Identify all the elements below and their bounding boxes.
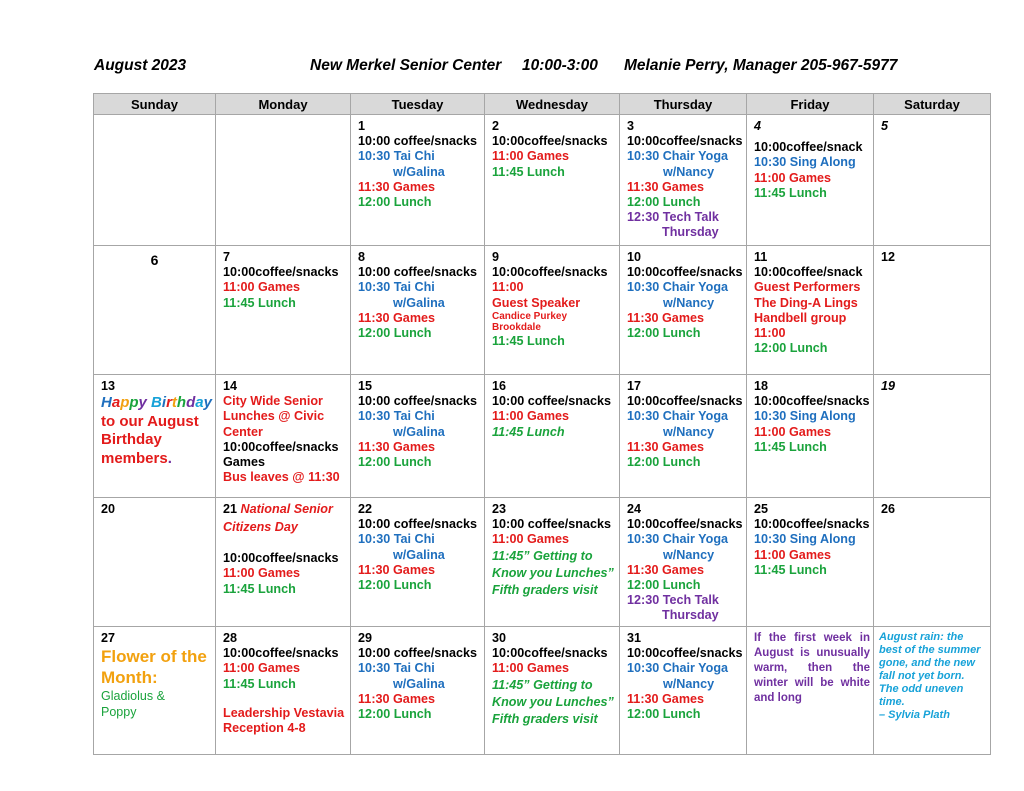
day-cell-7 xyxy=(216,246,351,375)
day-cell-26 xyxy=(874,498,991,627)
event: w/Nancy xyxy=(663,547,715,562)
day-number: 22 xyxy=(358,502,373,516)
event: 10:00 coffee/snacks xyxy=(358,517,478,532)
weekday-friday: Friday xyxy=(747,94,874,115)
day-number: 4 xyxy=(754,119,762,133)
event: 10:30 Sing Along xyxy=(754,532,856,547)
day-cell-1 xyxy=(351,115,485,246)
event: w/Galina xyxy=(393,295,445,310)
event: 10:30 Sing Along xyxy=(754,155,856,170)
event: 12:00 Lunch xyxy=(358,195,432,210)
event: 11:00 xyxy=(754,326,786,341)
event: w/Galina xyxy=(393,164,445,179)
day-number: 13 xyxy=(101,379,116,393)
poem-author: – Sylvia Plath xyxy=(879,709,950,721)
day-cell-29 xyxy=(351,627,485,755)
birthday-letter: y xyxy=(203,394,212,412)
event: w/Galina xyxy=(393,547,445,562)
event: 11:45 Lunch xyxy=(754,439,827,454)
weekday-tuesday: Tuesday xyxy=(351,94,485,115)
event: Bus leaves @ 11:30 xyxy=(223,470,340,485)
event: w/Nancy xyxy=(663,295,715,310)
birthday-letter: p xyxy=(129,394,139,412)
event: 10:30 Chair Yoga xyxy=(627,409,729,424)
birthday-letter: r xyxy=(166,394,172,412)
birthday-line: to our August xyxy=(101,412,199,430)
day-number: 20 xyxy=(101,502,116,516)
event: 10:00 coffee/snacks xyxy=(492,394,612,409)
weekday-sunday: Sunday xyxy=(94,94,216,115)
august-folklore: If the first week in August is unusually warm, then the winter will be white and long xyxy=(754,632,870,704)
day-cell-18 xyxy=(747,375,874,498)
event: 10:00coffee/snacks xyxy=(627,517,743,532)
event: 11:30 Games xyxy=(627,562,705,577)
week-row-4 xyxy=(94,498,991,627)
day-cell-4 xyxy=(747,115,874,246)
event: 12:00 Lunch xyxy=(754,341,828,356)
event: w/Nancy xyxy=(663,164,715,179)
event: 10:00coffee/snacks xyxy=(492,646,608,661)
birthday-letter: B xyxy=(151,394,162,412)
month-title: August 2023 xyxy=(94,57,187,74)
birthday-letter: i xyxy=(161,394,167,412)
event: 11:00 Games xyxy=(754,170,832,185)
day-number: 7 xyxy=(223,250,231,264)
flower-name: Gladiolus & xyxy=(101,689,165,704)
day-number: 28 xyxy=(223,631,238,645)
day-cell-15 xyxy=(351,375,485,498)
birthday-letter: d xyxy=(186,394,196,412)
day-number: 5 xyxy=(881,119,889,133)
event: w/Galina xyxy=(393,424,445,439)
day-cell-6 xyxy=(94,246,216,375)
event: 10:00coffee/snacks xyxy=(492,134,608,149)
day-cell-23 xyxy=(485,498,620,627)
event: 10:00 coffee/snacks xyxy=(492,517,612,532)
event: 11:30 Games xyxy=(627,310,705,325)
event: 11:00 Games xyxy=(223,661,301,676)
flower-name: Poppy xyxy=(101,705,137,720)
day-number: 27 xyxy=(101,631,116,645)
event: 12:30 Tech Talk xyxy=(627,593,719,608)
event: 11:45” Getting to xyxy=(492,677,593,692)
day-cell-14 xyxy=(216,375,351,498)
event: 11:30 Games xyxy=(358,179,436,194)
event: 11:45 Lunch xyxy=(223,581,296,596)
event: 11:00 Games xyxy=(492,532,570,547)
event: Games xyxy=(223,455,266,470)
event: 12:30 Tech Talk xyxy=(627,210,719,225)
event: 10:00 coffee/snacks xyxy=(358,394,478,409)
event: Know you Lunches” xyxy=(492,565,614,580)
event-line xyxy=(223,502,350,517)
event: 10:30 Chair Yoga xyxy=(627,532,729,547)
event: 10:00 coffee/snacks xyxy=(358,134,478,149)
event: 10:00coffee/snack xyxy=(754,140,863,155)
birthday-letter: a xyxy=(195,394,204,412)
day-number: 12 xyxy=(881,250,896,264)
day-number: 17 xyxy=(627,379,642,393)
birthday-letter: y xyxy=(138,394,147,412)
event: 11:30 Games xyxy=(358,439,436,454)
day-cell-25 xyxy=(747,498,874,627)
birthday-letter: a xyxy=(111,394,121,412)
event: 10:00coffee/snacks xyxy=(223,439,339,454)
flower-title: Flower of the xyxy=(101,647,207,667)
event: Brookdale xyxy=(492,322,541,334)
birthday-dot: . xyxy=(167,449,172,467)
day-cell-9 xyxy=(485,246,620,375)
day-number: 29 xyxy=(358,631,373,645)
event: 11:45 Lunch xyxy=(492,164,565,179)
day-number: 11 xyxy=(754,250,768,264)
birthday-line xyxy=(101,450,215,469)
day-number: 2 xyxy=(492,119,500,133)
day-cell-empty xyxy=(94,115,216,246)
event: 11:00 xyxy=(492,280,524,295)
event: w/Nancy xyxy=(663,676,715,691)
event: Lunches @ Civic xyxy=(223,409,325,424)
event: 10:00coffee/snack xyxy=(754,265,863,280)
event: 10:00 coffee/snacks xyxy=(358,646,478,661)
poem-line: time. xyxy=(879,696,905,708)
event: 10:30 Tai Chi xyxy=(358,409,435,424)
day-cell-19 xyxy=(874,375,991,498)
week-row-5 xyxy=(94,627,991,755)
weekday-saturday: Saturday xyxy=(874,94,991,115)
event: Guest Speaker xyxy=(492,295,581,310)
event: 10:00coffee/snacks xyxy=(223,265,339,280)
day-number: 31 xyxy=(627,631,642,645)
day-cell-28 xyxy=(216,627,351,755)
event: 11:30 Games xyxy=(358,691,436,706)
event: 11:30 Games xyxy=(358,310,436,325)
day-cell-8 xyxy=(351,246,485,375)
day-cell-21 xyxy=(216,498,351,627)
event: 11:45 Lunch xyxy=(492,333,565,348)
event: 11:00 Games xyxy=(223,566,301,581)
birthday-letter: t xyxy=(171,394,177,412)
day-cell-24 xyxy=(620,498,747,627)
day-number: 21 xyxy=(223,502,238,516)
event: Thursday xyxy=(662,608,719,623)
event: 12:00 Lunch xyxy=(358,707,432,722)
calendar-header xyxy=(0,57,1024,79)
day-number: 8 xyxy=(358,250,366,264)
manager-contact: Melanie Perry, Manager 205-967-5977 xyxy=(624,57,898,74)
day-number: 1 xyxy=(358,119,366,133)
day-cell-11 xyxy=(747,246,874,375)
event: 11:45” Getting to xyxy=(492,548,593,563)
day-cell-13 xyxy=(94,375,216,498)
poem-line: fall not yet born. xyxy=(879,670,965,682)
week-row-2 xyxy=(94,246,991,375)
event: 11:30 Games xyxy=(627,691,705,706)
event: 10:30 Chair Yoga xyxy=(627,280,729,295)
day-cell-2 xyxy=(485,115,620,246)
event: City Wide Senior xyxy=(223,394,323,409)
event: 10:00coffee/snacks xyxy=(627,394,743,409)
event: Guest Performers xyxy=(754,280,861,295)
day-cell-3 xyxy=(620,115,747,246)
event: 12:00 Lunch xyxy=(358,326,432,341)
event: w/Nancy xyxy=(663,424,715,439)
calendar-grid xyxy=(93,93,991,755)
event: 10:00coffee/snacks xyxy=(627,646,743,661)
flower-title: Month: xyxy=(101,668,158,688)
event: 11:00 Games xyxy=(492,409,570,424)
poem-line: best of the summer xyxy=(879,644,981,656)
day-number: 26 xyxy=(881,502,896,516)
event: 11:45 Lunch xyxy=(754,562,827,577)
event: 10:30 Tai Chi xyxy=(358,532,435,547)
poem-cell xyxy=(874,627,991,755)
day-cell-17 xyxy=(620,375,747,498)
event: 11:00 Games xyxy=(754,547,832,562)
event: 12:00 Lunch xyxy=(627,455,701,470)
event: 10:00coffee/snacks xyxy=(223,646,339,661)
weekday-monday: Monday xyxy=(216,94,351,115)
day-number: 25 xyxy=(754,502,769,516)
day-cell-31 xyxy=(620,627,747,755)
event: w/Galina xyxy=(393,676,445,691)
weekday-header-row xyxy=(94,94,991,115)
center-name: New Merkel Senior Center xyxy=(310,57,502,74)
event: 10:30 Tai Chi xyxy=(358,149,435,164)
event: 10:30 Sing Along xyxy=(754,409,856,424)
event: Fifth graders visit xyxy=(492,582,598,597)
weekday-wednesday: Wednesday xyxy=(485,94,620,115)
day-number: 19 xyxy=(881,379,896,393)
event: 10:00coffee/snacks xyxy=(754,517,870,532)
day-cell-16 xyxy=(485,375,620,498)
day-cell-empty xyxy=(216,115,351,246)
event: 11:45 Lunch xyxy=(492,424,565,439)
week-row-1 xyxy=(94,115,991,246)
event: 11:00 Games xyxy=(492,661,570,676)
day-number: 24 xyxy=(627,502,642,516)
week-row-3 xyxy=(94,375,991,498)
event: 12:00 Lunch xyxy=(627,707,701,722)
birthday-members: members xyxy=(101,449,168,467)
event: The Ding-A Lings xyxy=(754,295,858,310)
event: Candice Purkey xyxy=(492,310,568,322)
poem-line: August rain: the xyxy=(879,631,964,643)
event: 12:00 Lunch xyxy=(627,326,701,341)
day-number: 16 xyxy=(492,379,507,393)
day-cell-5 xyxy=(874,115,991,246)
day-number: 9 xyxy=(492,250,500,264)
day-number: 23 xyxy=(492,502,507,516)
weekday-thursday: Thursday xyxy=(620,94,747,115)
event: 12:00 Lunch xyxy=(627,578,701,593)
event: Fifth graders visit xyxy=(492,711,598,726)
event: Know you Lunches” xyxy=(492,694,614,709)
day-number: 3 xyxy=(627,119,635,133)
event: Citizens Day xyxy=(223,520,298,535)
birthday-greeting xyxy=(101,394,215,413)
event: 11:00 Games xyxy=(223,280,301,295)
day-cell-10 xyxy=(620,246,747,375)
birthday-letter: h xyxy=(176,394,187,412)
event: National Senior xyxy=(240,502,333,516)
day-cell-12 xyxy=(874,246,991,375)
event: 10:00 coffee/snacks xyxy=(358,265,478,280)
day-cell-22 xyxy=(351,498,485,627)
day-number: 15 xyxy=(358,379,373,393)
event: 10:30 Chair Yoga xyxy=(627,661,729,676)
event: 11:00 Games xyxy=(754,424,832,439)
birthday-letter: H xyxy=(101,394,112,412)
poem-line: gone, and the new xyxy=(879,657,975,669)
event: 10:30 Tai Chi xyxy=(358,280,435,295)
event: 11:45 Lunch xyxy=(223,676,296,691)
day-number: 18 xyxy=(754,379,769,393)
event: 11:45 Lunch xyxy=(754,185,827,200)
birthday-line: Birthday xyxy=(101,431,162,449)
event: Reception 4-8 xyxy=(223,721,306,736)
poem-line: The odd uneven xyxy=(879,683,964,695)
event: 10:00coffee/snacks xyxy=(223,551,339,566)
event: Center xyxy=(223,424,263,439)
day-number: 10 xyxy=(627,250,642,264)
center-hours: 10:00-3:00 xyxy=(522,57,598,74)
event: Handbell group xyxy=(754,310,847,325)
event: 12:00 Lunch xyxy=(627,195,701,210)
event: 12:00 Lunch xyxy=(358,578,432,593)
day-cell-30 xyxy=(485,627,620,755)
day-number: 6 xyxy=(150,252,159,268)
event: Thursday xyxy=(662,225,719,240)
event: 10:00coffee/snacks xyxy=(627,265,743,280)
day-cell-20 xyxy=(94,498,216,627)
event: 10:30 Tai Chi xyxy=(358,661,435,676)
event: Leadership Vestavia xyxy=(223,705,345,720)
event: 10:00coffee/snacks xyxy=(754,394,870,409)
event: 11:45 Lunch xyxy=(223,295,296,310)
event: 12:00 Lunch xyxy=(358,455,432,470)
event: 11:00 Games xyxy=(492,149,570,164)
birthday-letter: p xyxy=(120,394,130,412)
event: 10:00coffee/snacks xyxy=(627,134,743,149)
day-cell-27 xyxy=(94,627,216,755)
event: 11:30 Games xyxy=(627,439,705,454)
day-number: 30 xyxy=(492,631,507,645)
folklore-cell xyxy=(747,627,874,755)
event: 11:30 Games xyxy=(627,179,705,194)
day-number: 14 xyxy=(223,379,238,393)
event: 11:30 Games xyxy=(358,562,436,577)
event: 10:00coffee/snacks xyxy=(492,265,608,280)
event: 10:30 Chair Yoga xyxy=(627,149,729,164)
